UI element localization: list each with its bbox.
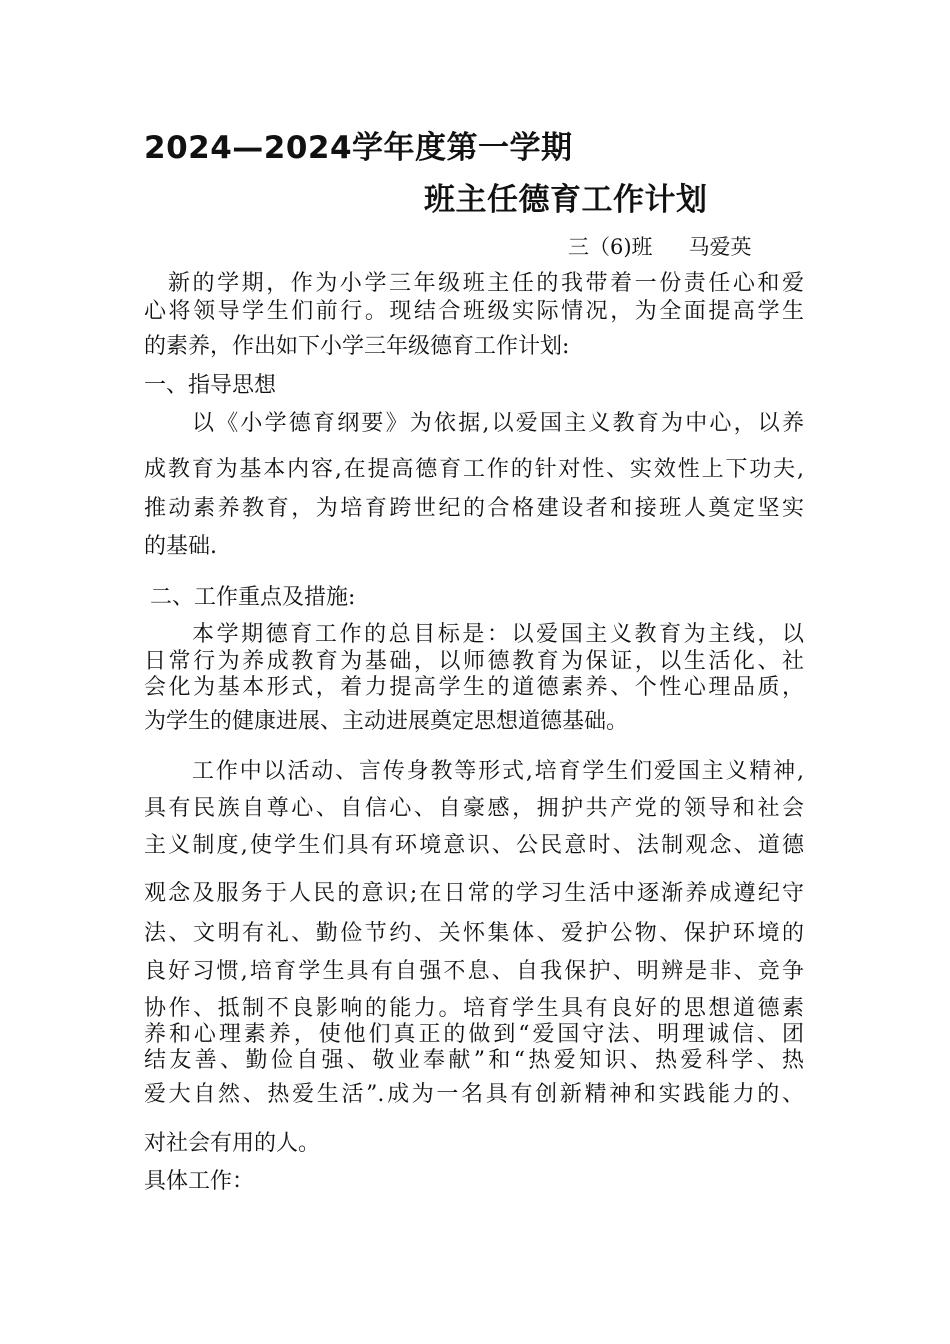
body-line: 日常行为养成教育为基础，以师德教育为保证，以生活化、社: [144, 649, 804, 674]
section-heading-guiding-thought: 一、指导思想: [144, 373, 277, 398]
body-line: 工作中以活动、言传身教等形式,培育学生们爱国主义精神,: [192, 759, 804, 784]
body-line: 为学生的健康进展、主动进展奠定思想道德基础。: [144, 709, 629, 734]
body-line: 协作、抵制不良影响的能力。培育学生具有良好的思想道德素: [144, 996, 804, 1021]
section-heading-work-focus: 二、工作重点及措施:: [150, 585, 356, 610]
author-line: [568, 231, 752, 263]
body-line: 本学期德育工作的总目标是：以爱国主义教育为主线，以: [192, 622, 804, 647]
body-line: 良好习惯,培育学生具有自强不息、自我保护、明辨是非、竞争: [144, 959, 804, 984]
body-line: 成教育为基本内容,在提高德育工作的针对性、实效性上下功夫,: [144, 457, 804, 482]
body-line: 会化为基本形式，着力提高学生的道德素养、个性心理品质，: [144, 675, 804, 700]
author-name: 马爱英: [688, 235, 752, 259]
body-line: 的基础.: [144, 534, 217, 559]
body-line: 养和心理素养，使他们真正的做到“爱国守法、明理诚信、团: [144, 1022, 804, 1047]
body-line: 新的学期，作为小学三年级班主任的我带着一份责任心和爱: [168, 271, 804, 296]
body-line: 推动素养教育，为培育跨世纪的合格建设者和接班人奠定坚实: [144, 496, 804, 521]
body-line: 以《小学德育纲要》为依据,以爱国主义教育为中心，以养: [192, 411, 804, 436]
body-line: 观念及服务于人民的意识;在日常的学习生活中逐渐养成遵纪守: [144, 881, 804, 906]
body-line: 结友善、勤俭自强、敬业奉献”和“热爱知识、热爱科学、热: [144, 1048, 804, 1073]
body-line: 心将领导学生们前行。现结合班级实际情况，为全面提高学生: [144, 299, 804, 324]
document-title-line-1: 2024—2024学年度第一学期: [144, 130, 573, 166]
section-heading-specific-work: 具体工作：: [144, 1169, 255, 1194]
body-line: 具有民族自尊心、自信心、自豪感，拥护共产党的领导和社会: [144, 796, 804, 821]
document-title-line-2: 班主任德育工作计划: [424, 182, 708, 218]
body-line: 对社会有用的人。: [144, 1131, 321, 1156]
body-line: 爱大自然、热爱生活”.成为一名具有创新精神和实践能力的、: [144, 1082, 804, 1107]
body-line: 的素养，作出如下小学三年级德育工作计划:: [144, 334, 570, 359]
author-class: 三（6)班: [568, 235, 653, 259]
body-line: 法、文明有礼、勤俭节约、关怀集体、爱护公物、保护环境的: [144, 921, 804, 946]
body-line: 主义制度,使学生们具有环境意识、公民意时、法制观念、道德: [144, 833, 804, 858]
